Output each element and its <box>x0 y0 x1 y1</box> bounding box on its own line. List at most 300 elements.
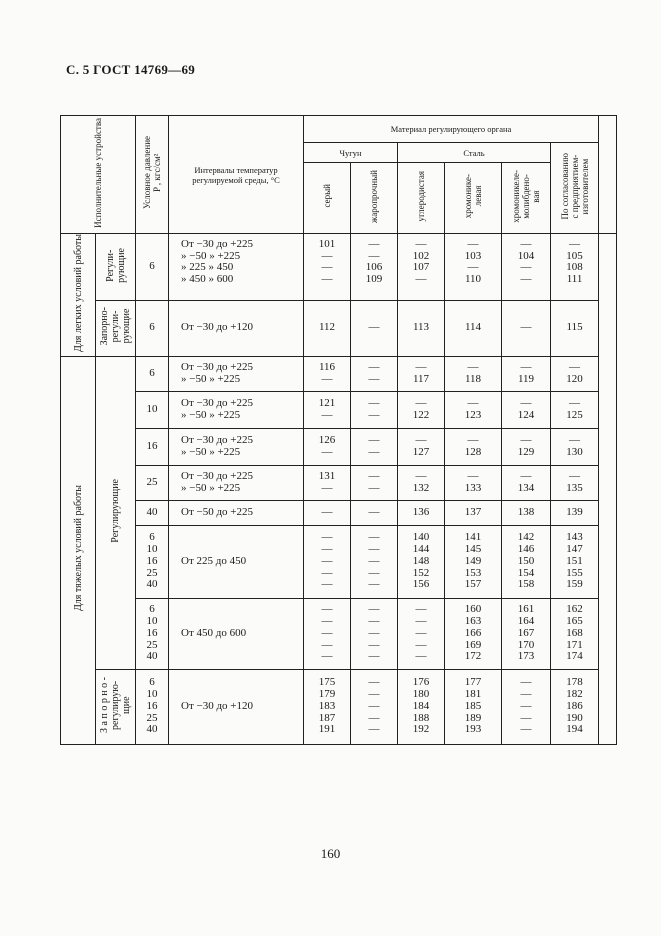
cell-line: 193 <box>464 723 482 736</box>
cell-line: — <box>520 470 532 482</box>
heat-cell <box>351 234 398 301</box>
valve-material-table <box>60 115 617 745</box>
cell-line: От 450 до 600 <box>181 626 247 639</box>
pressure-cell <box>136 669 169 744</box>
chromonickel-header: хромонике- левая <box>445 163 502 234</box>
cell-line: 16 <box>146 439 158 452</box>
cnm-cell <box>502 465 551 500</box>
agreement-cell <box>551 525 599 598</box>
temperature-range-cell <box>169 356 304 391</box>
cell-line: — <box>321 481 333 494</box>
cell-line: 167 <box>517 626 535 639</box>
table-row <box>61 465 617 500</box>
chromonickel-cell <box>445 500 502 525</box>
cell-line: 110 <box>464 273 482 286</box>
cnm-header: хромоникеле- молибдено- вая <box>502 163 551 234</box>
cell-line: 6 <box>149 366 155 379</box>
cell-line: — <box>321 261 333 274</box>
cell-line: 175 <box>318 676 336 689</box>
cell-line: 122 <box>412 408 430 421</box>
agreement-cell <box>551 465 599 500</box>
cell-line: 40 <box>146 650 158 663</box>
carbon-cell <box>398 300 445 356</box>
grey-cell <box>304 500 351 525</box>
cell-line: » −50 » +225 <box>181 481 241 494</box>
cell-line: — <box>368 638 380 651</box>
cell-line: — <box>321 543 333 556</box>
cell-line: — <box>321 578 333 591</box>
cell-line: 40 <box>146 723 158 736</box>
cell-line: 156 <box>412 578 430 591</box>
cell-line: 129 <box>517 445 535 458</box>
pressure-header <box>136 116 169 234</box>
cell-line: — <box>569 361 581 373</box>
cell-line: — <box>415 638 427 651</box>
cell-line: 25 <box>146 711 158 724</box>
cell-line: 126 <box>318 434 336 446</box>
cell-line: 124 <box>517 408 535 421</box>
agreement-header <box>551 143 599 234</box>
cell-line: 186 <box>566 699 583 712</box>
cnm-cell <box>502 356 551 391</box>
heat-cell <box>351 598 398 669</box>
cell-line: — <box>321 626 333 639</box>
grey-cell <box>304 300 351 356</box>
cell-line: 166 <box>464 626 482 639</box>
cell-line: — <box>415 434 427 446</box>
cell-line: 115 <box>566 321 583 334</box>
table-row <box>61 669 617 744</box>
cell-line: 25 <box>146 638 158 651</box>
heat-cell <box>351 356 398 391</box>
cell-line: 139 <box>566 505 583 518</box>
cell-line: — <box>321 372 333 385</box>
cell-line: 25 <box>146 566 158 579</box>
cell-line: 25 <box>146 475 158 488</box>
cell-line: 6 <box>149 676 155 689</box>
cell-line: — <box>368 543 380 556</box>
cell-line: — <box>520 699 532 712</box>
agreement-cell <box>551 234 599 301</box>
cell-line: — <box>368 603 380 616</box>
cell-line: — <box>368 531 380 544</box>
cell-line: 148 <box>412 554 430 567</box>
cell-line: 169 <box>464 638 482 651</box>
grey-header: серый <box>304 163 351 234</box>
cell-line: 116 <box>318 361 336 373</box>
heat-resistant-header: жаропрочный <box>351 163 398 234</box>
cell-line: 16 <box>146 699 158 712</box>
heat-cell <box>351 465 398 500</box>
cell-line: 119 <box>517 372 535 385</box>
cell-line: 117 <box>412 372 430 385</box>
cell-line: — <box>368 238 380 250</box>
agreement-cell <box>551 428 599 465</box>
cell-line: 151 <box>566 554 583 567</box>
pressure-cell <box>136 391 169 428</box>
cell-line: 171 <box>566 638 583 651</box>
cell-line: 182 <box>566 688 583 701</box>
cell-line: От −30 до +225 <box>181 434 254 446</box>
cell-line: — <box>321 615 333 628</box>
cell-line: — <box>520 397 532 409</box>
cell-line: 118 <box>464 372 482 385</box>
cell-line: — <box>321 505 333 518</box>
agreement-cell <box>551 300 599 356</box>
cnm-cell <box>502 525 551 598</box>
cell-line: 146 <box>517 543 535 556</box>
cell-line: — <box>368 578 380 591</box>
cell-line: — <box>467 470 479 482</box>
cell-line: — <box>415 470 427 482</box>
cell-line: 150 <box>517 554 535 567</box>
table-row <box>61 300 617 356</box>
cell-line: — <box>467 361 479 373</box>
cell-line: 112 <box>318 321 336 334</box>
cell-line: 6 <box>149 321 155 334</box>
pressure-cell <box>136 428 169 465</box>
cell-line: 158 <box>517 578 535 591</box>
carbon-cell <box>398 356 445 391</box>
temperature-header: Интервалы температур регулируемой среды, °С <box>169 116 304 234</box>
cell-line: 105 <box>566 249 583 262</box>
cell-line: » −50 » +225 <box>181 372 241 385</box>
cell-line: 185 <box>464 699 482 712</box>
cell-line: 128 <box>464 445 482 458</box>
cell-line: — <box>520 321 532 334</box>
cell-line: — <box>415 603 427 616</box>
carbon-header: углеродистая <box>398 163 445 234</box>
cell-line: 192 <box>412 723 430 736</box>
cell-line: 121 <box>318 397 336 409</box>
pressure-cell <box>136 300 169 356</box>
grey-cell <box>304 465 351 500</box>
cell-line: — <box>467 261 479 274</box>
cell-line: От −30 до +225 <box>181 470 254 482</box>
cell-line: — <box>368 688 380 701</box>
cell-line: — <box>415 238 427 250</box>
cell-line: От −30 до +225 <box>181 238 254 250</box>
table-row <box>61 598 617 669</box>
cell-line: 135 <box>566 481 583 494</box>
cell-line: 149 <box>464 554 482 567</box>
cell-line: — <box>368 372 380 385</box>
cell-line: — <box>569 238 581 250</box>
temperature-range-cell <box>169 300 304 356</box>
cell-line: 147 <box>566 543 583 556</box>
heat-cell <box>351 525 398 598</box>
cell-line: — <box>321 638 333 651</box>
cell-line: — <box>321 273 333 286</box>
pressure-cell <box>136 234 169 301</box>
cell-line: — <box>368 626 380 639</box>
cell-line: — <box>368 566 380 579</box>
cell-line: — <box>520 434 532 446</box>
cell-line: 102 <box>412 249 430 262</box>
chromonickel-cell <box>445 525 502 598</box>
grey-cell <box>304 669 351 744</box>
chromonickel-cell <box>445 300 502 356</box>
cast-iron-header: Чугун <box>304 143 398 163</box>
pressure-cell <box>136 598 169 669</box>
cell-line: 181 <box>464 688 482 701</box>
heat-cell <box>351 391 398 428</box>
cell-line: 104 <box>517 249 535 262</box>
cell-line: — <box>569 397 581 409</box>
cell-line: 6 <box>149 531 155 544</box>
pressure-cell <box>136 356 169 391</box>
cell-line: 173 <box>517 650 535 663</box>
cell-line: » 225 » 450 <box>181 261 234 274</box>
agreement-cell <box>551 500 599 525</box>
type-shutoff-light: Запорно- регули- рующие <box>96 300 136 356</box>
cell-line: 6 <box>149 260 155 273</box>
grey-cell <box>304 598 351 669</box>
cell-line: — <box>368 445 380 458</box>
cell-line: — <box>321 249 333 262</box>
table-row <box>61 428 617 465</box>
extra-column-cell <box>599 234 617 745</box>
heat-cell <box>351 428 398 465</box>
cell-line: — <box>368 321 380 334</box>
cell-line: — <box>467 397 479 409</box>
cell-line: — <box>520 261 532 274</box>
grey-cell <box>304 428 351 465</box>
cell-line: — <box>321 531 333 544</box>
grey-cell <box>304 391 351 428</box>
cell-line: 176 <box>412 676 430 689</box>
cell-line: — <box>569 470 581 482</box>
cell-line: 163 <box>464 615 482 628</box>
cell-line: 138 <box>517 505 535 518</box>
cell-line: 10 <box>146 688 158 701</box>
cell-line: 120 <box>566 372 583 385</box>
cell-line: — <box>321 566 333 579</box>
cell-line: 162 <box>566 603 583 616</box>
cell-line: — <box>415 615 427 628</box>
cell-line: 130 <box>566 445 583 458</box>
cell-line: 123 <box>464 408 482 421</box>
agreement-cell <box>551 356 599 391</box>
cell-line: 114 <box>464 321 482 334</box>
cell-line: — <box>368 711 380 724</box>
agreement-cell <box>551 669 599 744</box>
grey-cell <box>304 356 351 391</box>
carbon-cell <box>398 428 445 465</box>
temperature-range-cell <box>169 465 304 500</box>
temperature-range-cell <box>169 525 304 598</box>
cell-line: — <box>368 361 380 373</box>
grey-cell <box>304 234 351 301</box>
chromonickel-cell <box>445 598 502 669</box>
cell-line: 40 <box>146 578 158 591</box>
light-conditions-group: Для легких условий работы <box>61 234 96 357</box>
cell-line: 155 <box>566 566 583 579</box>
cell-line: 178 <box>566 676 583 689</box>
cell-line: — <box>321 603 333 616</box>
cell-line: 174 <box>566 650 583 663</box>
pressure-label: Условное давление P , кгс/см² <box>142 136 162 210</box>
cell-line: » 450 » 600 <box>181 273 234 286</box>
cell-line: 152 <box>412 566 430 579</box>
cell-line: — <box>321 554 333 567</box>
cell-line: — <box>368 249 380 262</box>
cell-line: — <box>415 626 427 639</box>
carbon-cell <box>398 500 445 525</box>
cell-line: — <box>368 699 380 712</box>
cell-line: 183 <box>318 699 336 712</box>
cell-line: — <box>415 397 427 409</box>
cell-line: 131 <box>318 470 336 482</box>
cell-line: 108 <box>566 261 583 274</box>
temperature-range-cell <box>169 428 304 465</box>
cell-line: 134 <box>517 481 535 494</box>
cell-line: 132 <box>412 481 430 494</box>
type-regulating-light: Регули- рующие <box>96 234 136 301</box>
cell-line: » −50 » +225 <box>181 408 241 421</box>
cell-line: 164 <box>517 615 535 628</box>
cell-line: 40 <box>146 505 158 518</box>
temperature-range-cell <box>169 234 304 301</box>
cell-line: От −30 до +225 <box>181 361 254 373</box>
cnm-cell <box>502 500 551 525</box>
pressure-cell <box>136 525 169 598</box>
chromonickel-cell <box>445 356 502 391</box>
cell-line: 144 <box>412 543 430 556</box>
chromonickel-cell <box>445 669 502 744</box>
cnm-cell <box>502 598 551 669</box>
cell-line: — <box>368 615 380 628</box>
cell-line: — <box>368 676 380 689</box>
cell-line: — <box>520 711 532 724</box>
steel-header: Сталь <box>398 143 551 163</box>
cell-line: От −30 до +225 <box>181 397 254 409</box>
cell-line: От −30 до +120 <box>181 699 254 712</box>
table-row <box>61 500 617 525</box>
cell-line: 103 <box>464 249 482 262</box>
temperature-range-cell <box>169 391 304 428</box>
cell-line: 165 <box>566 615 583 628</box>
cell-line: — <box>520 723 532 736</box>
carbon-cell <box>398 525 445 598</box>
cell-line: — <box>415 361 427 373</box>
cell-line: 179 <box>318 688 336 701</box>
heavy-conditions-group: Для тяжелых условий работы <box>61 356 96 744</box>
cell-line: 107 <box>412 261 430 274</box>
agreement-cell <box>551 391 599 428</box>
header-row-1 <box>61 116 617 143</box>
cell-line: 140 <box>412 531 430 544</box>
cell-line: 142 <box>517 531 535 544</box>
cell-line: — <box>520 676 532 689</box>
cell-line: — <box>368 723 380 736</box>
page-header: С. 5 ГОСТ 14769—69 <box>66 62 196 77</box>
material-header: Материал регулирующего органа <box>304 116 599 143</box>
carbon-cell <box>398 391 445 428</box>
table-row <box>61 234 617 301</box>
heat-cell <box>351 669 398 744</box>
cell-line: 190 <box>566 711 583 724</box>
cell-line: 133 <box>464 481 482 494</box>
agreement-label: По согласованию с предприятием- изготовителем <box>559 152 590 220</box>
cell-line: — <box>415 273 427 286</box>
cell-line: — <box>520 361 532 373</box>
cell-line: 111 <box>566 273 583 286</box>
cnm-cell <box>502 234 551 301</box>
type-shutoff-heavy: З а п о р н о - регулирую- щие <box>96 669 136 744</box>
cell-line: — <box>520 238 532 250</box>
cell-line: 154 <box>517 566 535 579</box>
chromonickel-cell <box>445 428 502 465</box>
cell-line: 188 <box>412 711 430 724</box>
cell-line: 172 <box>464 650 482 663</box>
cell-line: » −50 » +225 <box>181 445 241 458</box>
cell-line: — <box>368 470 380 482</box>
cell-line: 189 <box>464 711 482 724</box>
cell-line: 145 <box>464 543 482 556</box>
heat-cell <box>351 300 398 356</box>
cell-line: 127 <box>412 445 430 458</box>
carbon-cell <box>398 669 445 744</box>
cell-line: 177 <box>464 676 482 689</box>
cell-line: — <box>467 238 479 250</box>
type-regulating-heavy: Регулирующие <box>96 356 136 669</box>
executive-devices-label: Исполнительные устройства <box>93 117 103 228</box>
cell-line: 159 <box>566 578 583 591</box>
cnm-cell <box>502 300 551 356</box>
cell-line: — <box>321 650 333 663</box>
cnm-cell <box>502 428 551 465</box>
extra-column-header <box>599 116 617 234</box>
cell-line: — <box>467 434 479 446</box>
cell-line: 10 <box>146 402 158 415</box>
cell-line: — <box>520 273 532 286</box>
table-row <box>61 356 617 391</box>
pressure-cell <box>136 500 169 525</box>
cell-line: » −50 » +225 <box>181 249 241 262</box>
cell-line: От −50 до +225 <box>181 505 254 518</box>
cell-line: — <box>520 688 532 701</box>
cell-line: — <box>368 650 380 663</box>
cell-line: 187 <box>318 711 336 724</box>
cnm-cell <box>502 669 551 744</box>
temperature-range-cell <box>169 598 304 669</box>
cell-line: 170 <box>517 638 535 651</box>
chromonickel-cell <box>445 391 502 428</box>
chromonickel-cell <box>445 465 502 500</box>
carbon-cell <box>398 598 445 669</box>
cell-line: 113 <box>412 321 430 334</box>
agreement-cell <box>551 598 599 669</box>
cell-line: 168 <box>566 626 583 639</box>
cell-line: 160 <box>464 603 482 616</box>
cell-line: — <box>368 434 380 446</box>
cnm-cell <box>502 391 551 428</box>
cell-line: — <box>415 650 427 663</box>
cell-line: 157 <box>464 578 482 591</box>
cell-line: — <box>368 554 380 567</box>
cell-line: 106 <box>365 261 383 274</box>
page-number: 160 <box>320 846 341 861</box>
cell-line: 6 <box>149 603 155 616</box>
table-row <box>61 391 617 428</box>
cell-line: 10 <box>146 543 158 556</box>
cell-line: 136 <box>412 505 430 518</box>
carbon-cell <box>398 234 445 301</box>
cell-line: 125 <box>566 408 583 421</box>
cell-line: 191 <box>318 723 336 736</box>
cell-line: 16 <box>146 554 158 567</box>
